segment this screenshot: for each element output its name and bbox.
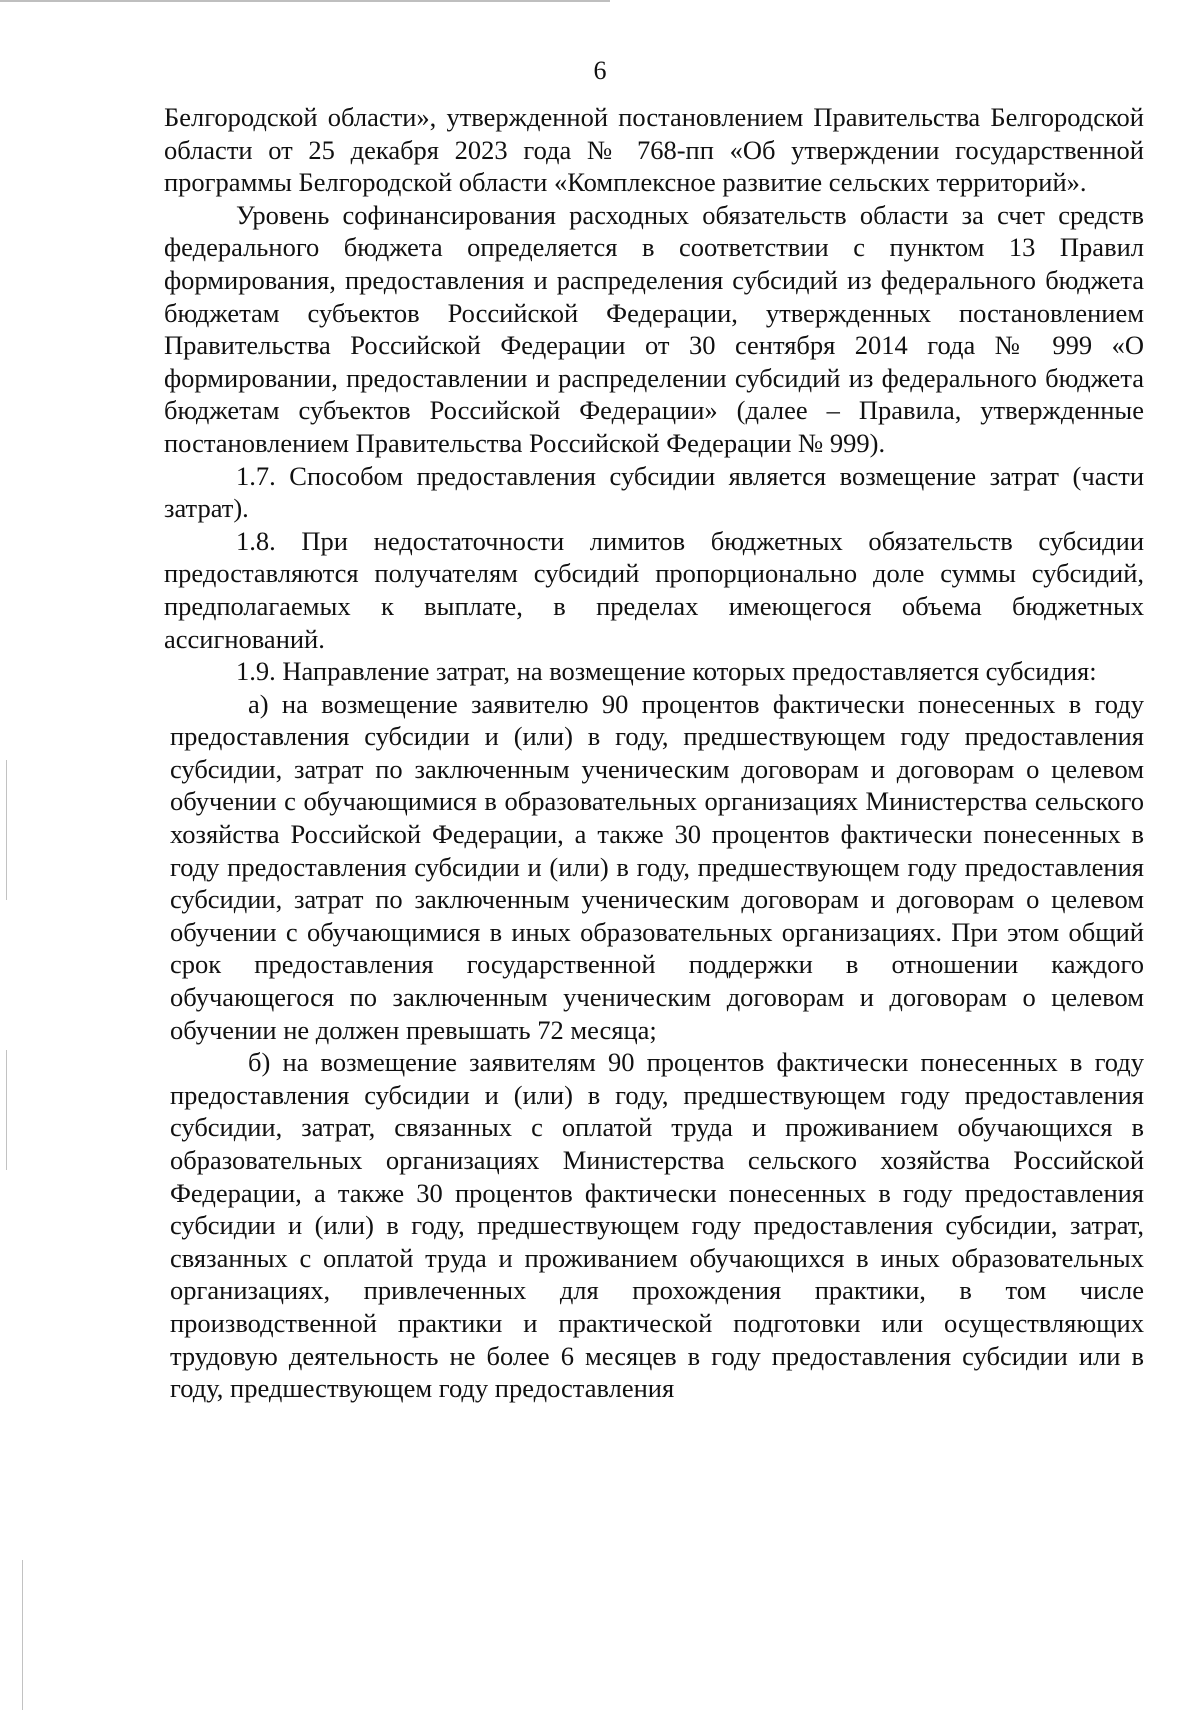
scan-left-edge-mark [6, 1050, 7, 1170]
page-number: 6 [593, 56, 607, 85]
subclauses [170, 688, 1144, 1405]
clause-1-9: 1.9. Направление затрат, на возмещение которых предоставляется субсидия: [236, 656, 1097, 687]
scan-left-edge-mark [22, 1560, 23, 1710]
subclause-b: б) на возмещение заявителям 90 процентов фактически понесенных в году предоставления субсидии и (или) в году, предшествующем году предоставления субсидии, затрат, связанных с оплатой труда и проживанием обучающихся в образовательных организациях Министерства сельского хозяйства Российской Федерации, а также 30 процентов фактически понесенных в году предоставления субсидии и (или) в году, предшествующем году предоставления субсидии, затрат, связанных с оплатой труда и проживанием обучающихся в иных образовательных организациях, привлеченных для прохождения практики, в том числе производственной практики и практической подготовки или осуществляющих трудовую деятельность не более 6 месяцев в году предоставления субсидии или в году, предшествующем году предоставления [170, 1047, 1144, 1404]
subclause-a: а) на возмещение заявителю 90 процентов фактически понесенных в году предоставления субсидии и (или) в году, предшествующем году предоставления субсидии, затрат по заключенным ученическим договорам и договорам о целевом обучении с обучающимися в образовательных организациях Министерства сельского хозяйства Российской Федерации, а также 30 процентов фактически понесенных в году предоставления субсидии и (или) в году, предшествующем году предоставления субсидии, затрат по заключенным ученическим договорам и договорам о целевом обучении с обучающимися в иных образовательных организациях. При этом общий срок предоставления государственной поддержки в отношении каждого обучающегося по заключенным ученическим договорам и договорам о целевом обучении не должен превышать 72 месяца; [170, 688, 1144, 1045]
clause-1-8: 1.8. При недостаточности лимитов бюджетных обязательств субсидии предоставляются получателям субсидий пропорционально доле суммы субсидий, предполагаемых к выплате, в пределах имеющегося объема бюджетных ассигнований. [164, 525, 1144, 654]
paragraph-cofinancing: Уровень софинансирования расходных обязательств области за счет средств федерального бюджета определяется в соответствии с пунктом 13 Правил формирования, предоставления и распределения субсидий из федерального бюджета бюджетам субъектов Российской Федерации, утвержденных постановлением Правительства Российской Федерации от 30 сентября 2014 года № 999 «О формировании, предоставлении и распределении субсидий из федерального бюджета бюджетам субъектов Российской Федерации» (далее – Правила, утвержденные постановлением Правительства Российской Федерации № 999). [164, 199, 1144, 458]
paragraph-continuation: Белгородской области», утвержденной постановлением Правительства Белгородской области от 25 декабря 2023 года № 768-пп «Об утверждении государственной программы Белгородской области «Комплексное развитие сельских территорий». [164, 102, 1144, 198]
clause-1-7: 1.7. Способом предоставления субсидии является возмещение затрат (части затрат). [164, 460, 1144, 524]
scan-top-rule [0, 0, 610, 2]
scan-left-edge-mark [6, 760, 7, 900]
document-body [164, 101, 1144, 1405]
